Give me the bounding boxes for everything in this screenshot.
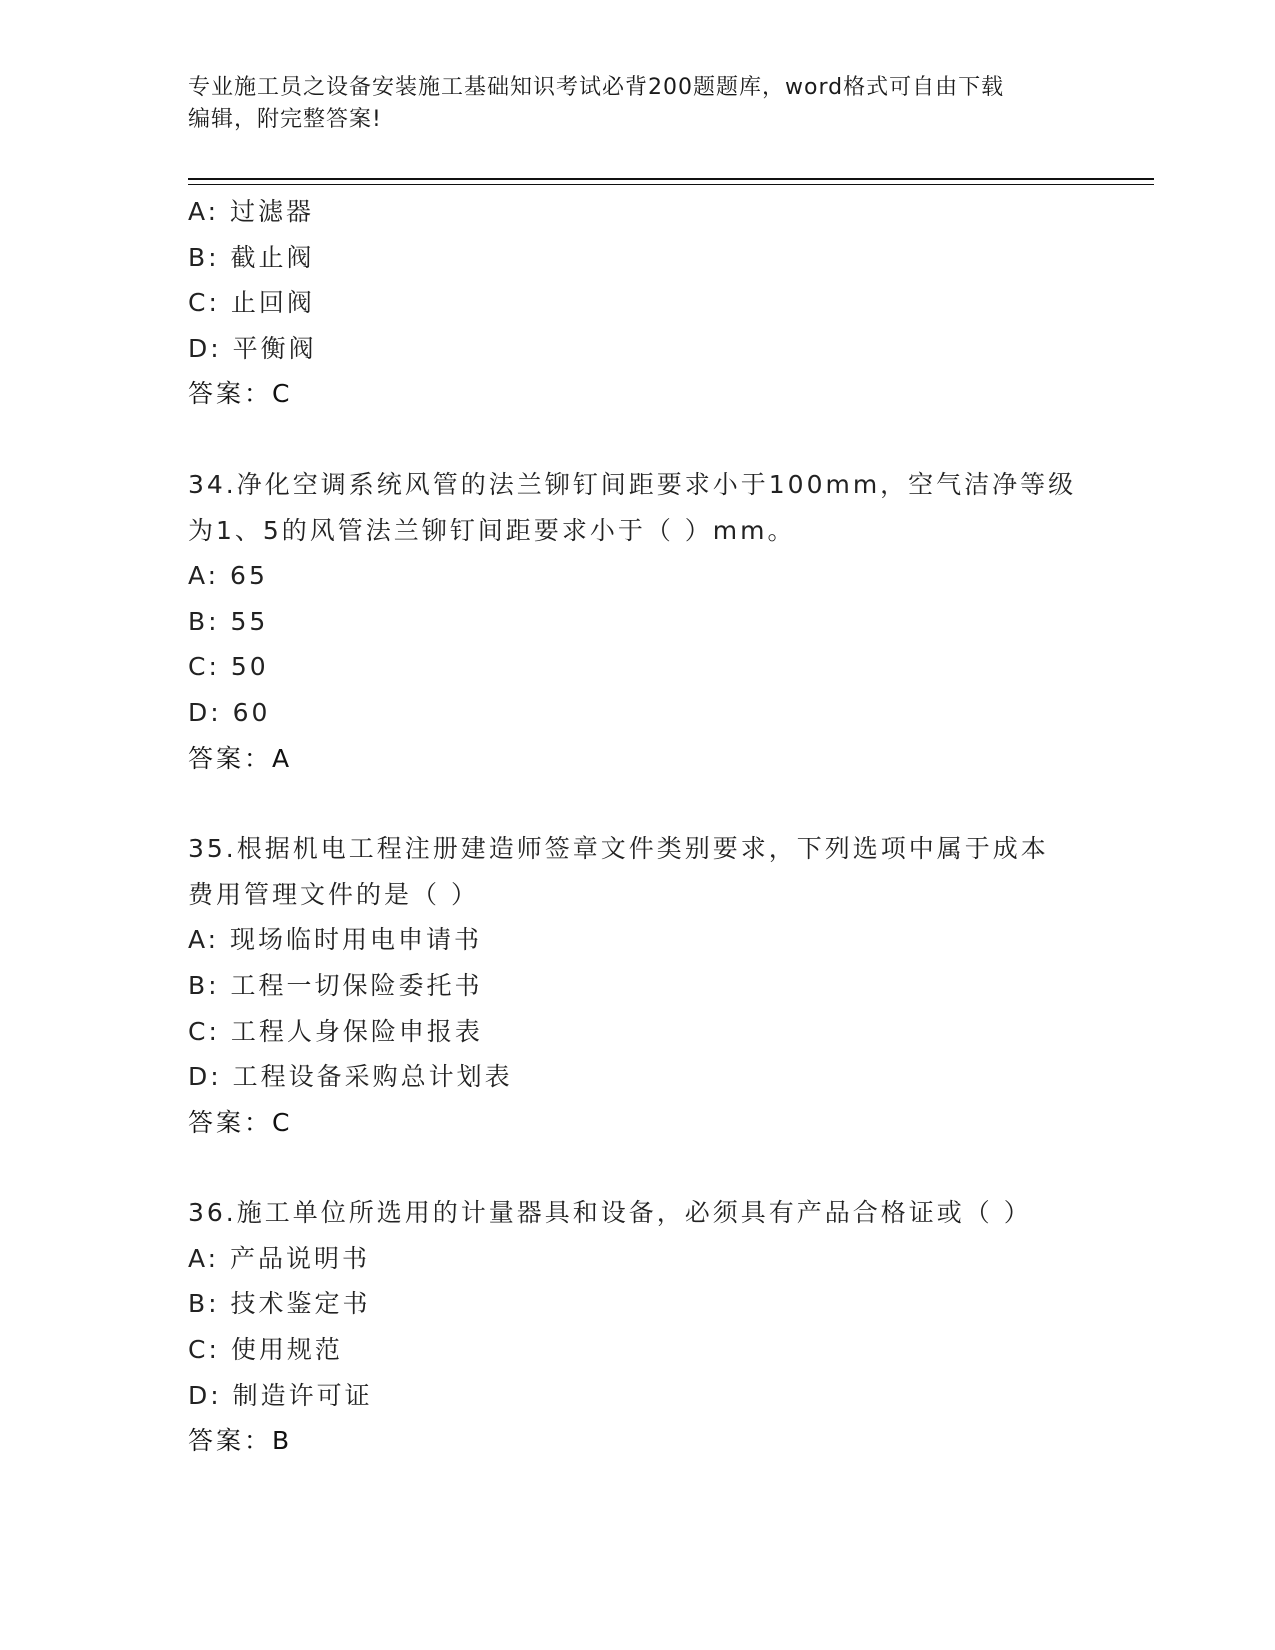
option-b: B: 工程一切保险委托书 — [188, 970, 483, 1000]
option-a: A: 现场临时用电申请书 — [188, 925, 483, 955]
option-b: B: 截止阀 — [188, 242, 315, 272]
question-block-34 — [188, 462, 1088, 781]
question-list — [188, 189, 1088, 1464]
option-a: A: 65 — [188, 561, 268, 591]
answer-line: 答案：B — [188, 1426, 293, 1456]
question-block-36 — [188, 1190, 1088, 1464]
option-b: B: 技术鉴定书 — [188, 1289, 371, 1319]
answer-line: 答案：A — [188, 743, 293, 773]
option-d: D: 工程设备采购总计划表 — [188, 1062, 513, 1092]
option-d: D: 60 — [188, 697, 271, 727]
question-block-33 — [188, 189, 1088, 417]
option-a: A: 产品说明书 — [188, 1243, 371, 1273]
question-text-line-1: 36.施工单位所选用的计量器具和设备，必须具有产品合格证或（ ） — [188, 1198, 1032, 1228]
question-spacer — [188, 1145, 1088, 1190]
answer-line: 答案：C — [188, 1107, 293, 1137]
header-line-2: 编辑，附完整答案! — [188, 107, 382, 132]
option-d: D: 平衡阀 — [188, 333, 317, 363]
option-b: B: 55 — [188, 606, 269, 636]
option-d: D: 制造许可证 — [188, 1380, 373, 1410]
question-block-35 — [188, 826, 1088, 1145]
question-spacer — [188, 417, 1088, 462]
question-spacer — [188, 781, 1088, 826]
question-text-line-2: 为1、5的风管法兰铆钉间距要求小于（ ）mm。 — [188, 515, 796, 545]
question-text-line-1: 35.根据机电工程注册建造师签章文件类别要求，下列选项中属于成本 — [188, 834, 1049, 864]
header-divider-thin — [188, 184, 1154, 185]
document-header — [188, 72, 1088, 136]
option-a: A: 过滤器 — [188, 197, 315, 226]
answer-line: 答案：C — [188, 379, 293, 409]
question-text-line-2: 费用管理文件的是（ ） — [188, 879, 479, 909]
option-c: C: 50 — [188, 652, 269, 682]
question-text-line-1: 34.净化空调系统风管的法兰铆钉间距要求小于100mm，空气洁净等级 — [188, 469, 1077, 499]
header-line-1: 专业施工员之设备安装施工基础知识考试必背200题题库，word格式可自由下载 — [188, 75, 1005, 100]
option-c: C: 止回阀 — [188, 288, 315, 318]
option-c: C: 工程人身保险申报表 — [188, 1016, 483, 1046]
option-c: C: 使用规范 — [188, 1335, 343, 1365]
header-divider-thick — [188, 178, 1154, 180]
